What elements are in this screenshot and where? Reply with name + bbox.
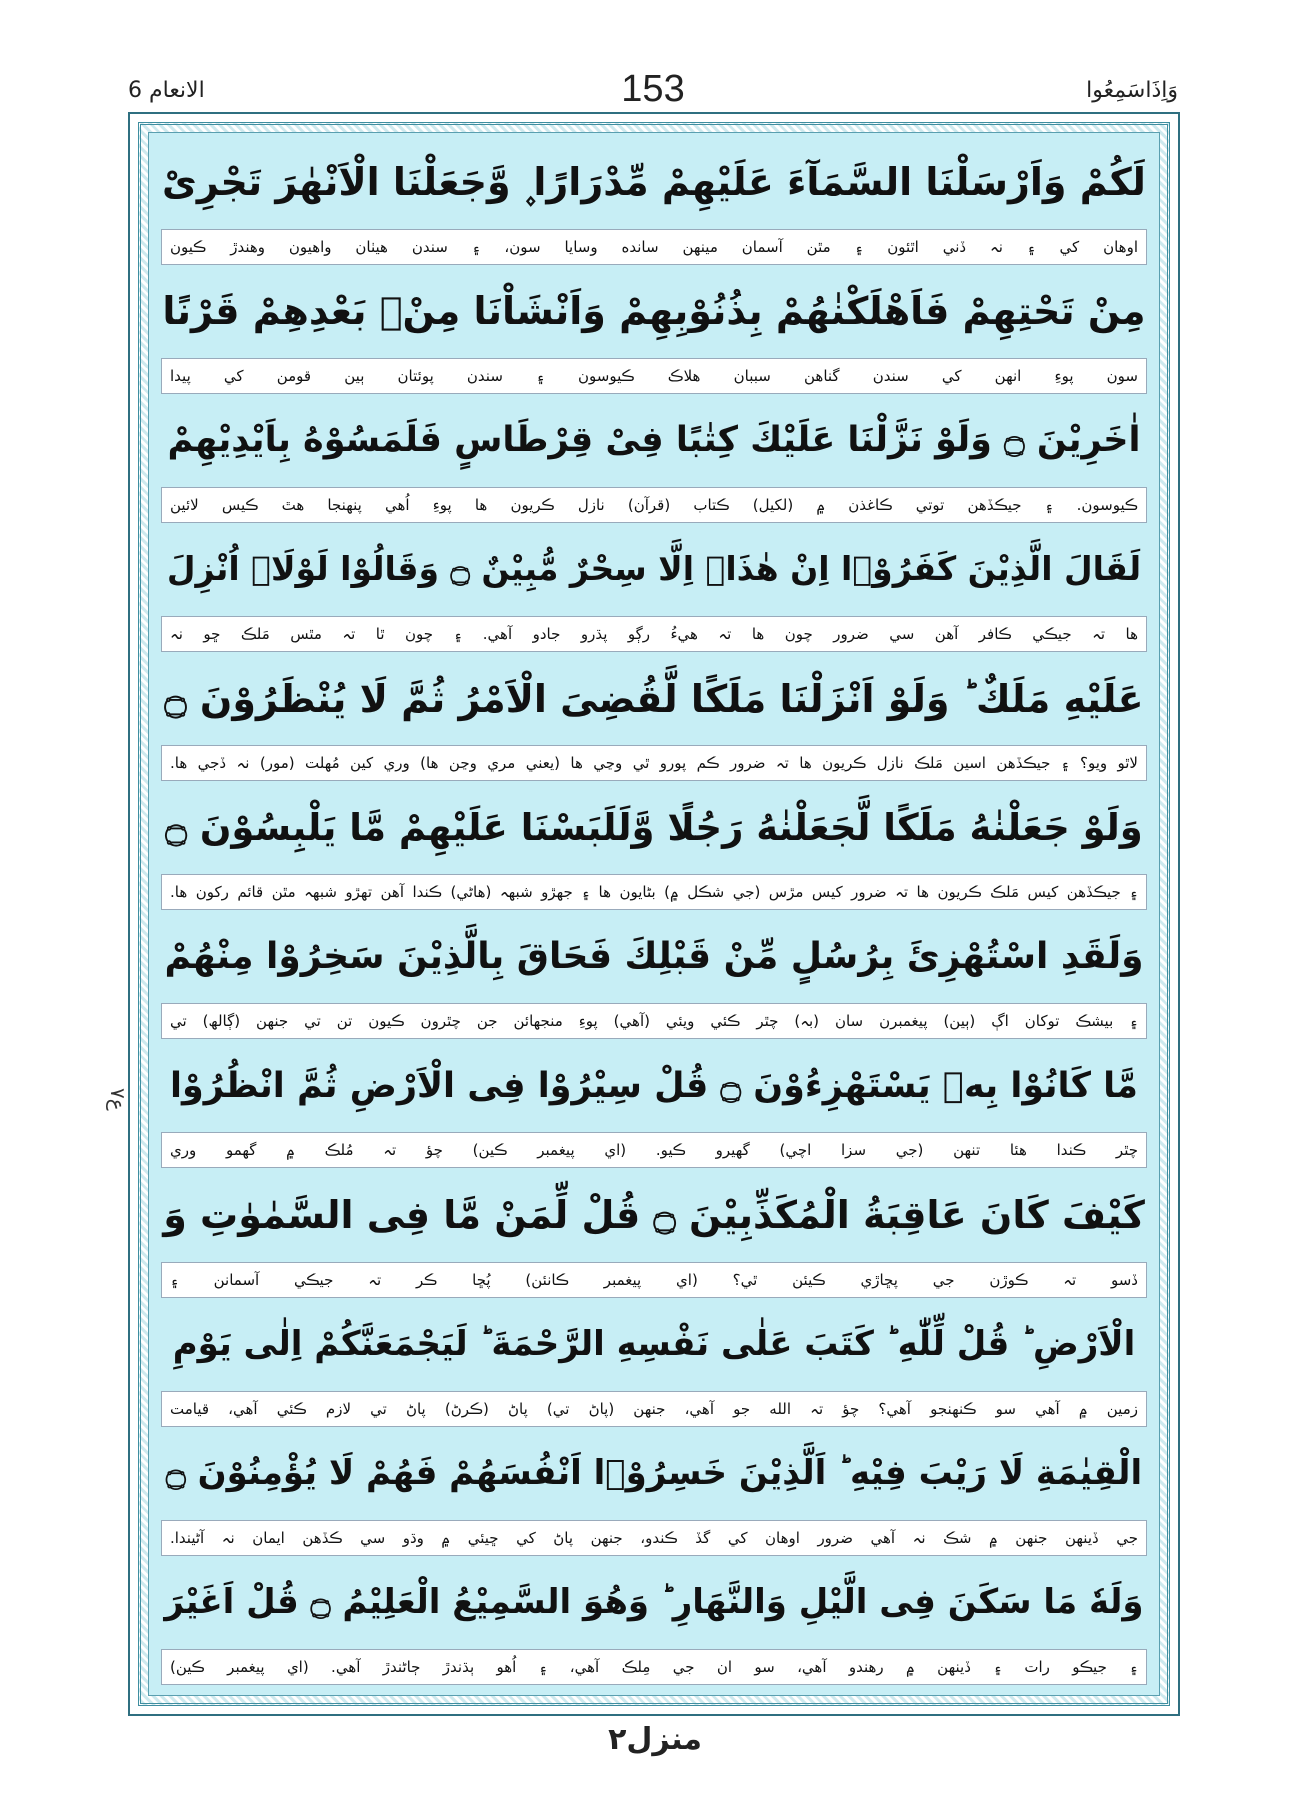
translation-line-5: لاٿو ويو؟ ۽ جيڪڏهن اسين مَلڪ نازل ڪريون ها تہ ضرور ڪم پورو ٿي وڃي ها (يعني مري وڃن ها) وري کين مُهلت (مور) نہ ڏجي ها. [161, 745, 1147, 781]
translation-line-7: ۽ بيشڪ توکان اڳ (ٻين) پيغمبرن سان (بہ) چٿر ڪئي ويئي (آهي) پوءِ منجهائن جن چٿرون ڪيون تن تي جنهن (ڳالھ) تي [161, 1003, 1147, 1039]
translation-line-11: جي ڏينهن جنهن ۾ شڪ نہ آهي ضرور اوهان کي گڏ ڪندو، جنهن پاڻ کي ڇيئي ۾ وڌو سي ڪڏهن ايمان نہ آڻيندا. [161, 1520, 1147, 1556]
page-header [128, 68, 1178, 112]
arabic-line-6: وَلَوْ جَعَلْنٰهُ مَلَكًا لَّجَعَلْنٰهُ رَجُلًا وَّلَلَبَسْنَا عَلَيْهِمْ مَّا يَلْبِسُوْنَ ۝ [165, 805, 1143, 849]
arabic-line-4: لَقَالَ الَّذِيْنَ كَفَرُوْۤا اِنْ هٰذَاۤ اِلَّا سِحْرٌ مُّبِيْنٌ ۝ وَقَالُوْا لَوْلَاۤ اُنْزِلَ [166, 549, 1142, 589]
arabic-line-12: وَلَهٗ مَا سَكَنَ فِی الَّيْلِ وَالنَّهَارِ ؕ وَهُوَ السَّمِيْعُ الْعَلِيْمُ ۝ قُلْ اَغَيْرَ [164, 1582, 1144, 1623]
arabic-line-11: الْقِيٰمَةِ لَا رَيْبَ فِيْهِ ؕ اَلَّذِيْنَ خَسِرُوْۤا اَنْفُسَهُمْ فَهُمْ لَا يُؤْمِنُوْنَ ۝ [165, 1453, 1143, 1494]
arabic-line-10: الْاَرْضِ ؕ قُلْ لِّلّٰهِ ؕ كَتَبَ عَلٰى نَفْسِهِ الرَّحْمَةَ ؕ لَيَجْمَعَنَّكُمْ اِلٰى يَوْمِ [172, 1324, 1136, 1365]
arabic-line-8: مَّا كَانُوْا بِهٖ يَسْتَهْزِءُوْنَ ۝ قُلْ سِيْرُوْا فِی الْاَرْضِ ثُمَّ انْظُرُوْا [170, 1065, 1138, 1106]
manzil-label: منزل۲ [608, 1722, 702, 1757]
text-area [148, 132, 1160, 1696]
translation-line-12: ۽ جيڪو رات ۽ ڏينهن ۾ رهندو آهي، سو ان جي مِلڪ آهي، ۽ اُهو ٻڌندڙ ڄاڻندڙ آهي. (اي پيغمبر ڪين) [161, 1649, 1147, 1685]
arabic-line-9: كَيْفَ كَانَ عَاقِبَةُ الْمُكَذِّبِيْنَ ۝ قُلْ لِّمَنْ مَّا فِی السَّمٰوٰتِ وَ [163, 1193, 1145, 1237]
arabic-line-3: اٰخَرِيْنَ ۝ وَلَوْ نَزَّلْنَا عَلَيْكَ كِتٰبًا فِیْ قِرْطَاسٍ فَلَمَسُوْهُ بِاَيْدِيْهِمْ [167, 420, 1141, 461]
translation-line-2: سون پوءِ انهن کي سندن گناهن سببان هلاڪ ڪيوسون ۽ سندن پوئتان ٻين قومن کي پيدا [161, 358, 1147, 394]
surah-name: الانعام 6 [128, 78, 205, 103]
translation-line-10: زمين ۾ آهي سو ڪنهنجو آهي؟ چؤ تہ الله جو آهي، جنهن (پاڻ تي) پاڻ (ڪرڻ) پاڻ تي لازم ڪئي آهي، قيامت [161, 1391, 1147, 1427]
translation-line-6: ۽ جيڪڏهن کيس مَلڪ ڪريون ها تہ ضرور کيس مڙس (جي شڪل ۾) بڻايون ها ۽ جهڙو شبهہ (هاڻي) ڪندا آهن تهڙو شبهہ مٿن قائم رکون ها. [161, 874, 1147, 910]
arabic-line-1: لَكُمْ وَاَرْسَلْنَا السَّمَآءَ عَلَيْهِمْ مِّدْرَارًا ۪ وَّجَعَلْنَا الْاَنْهٰرَ تَجْرِیْ [162, 160, 1146, 204]
translation-line-9: ڏسو تہ ڪوڙن جي پڇاڙي ڪيئن ٿي؟ (اي پيغمبر ڪانئن) پُڇا ڪر تہ جيڪي آسمانن ۽ [161, 1262, 1147, 1298]
arabic-line-7: وَلَقَدِ اسْتُهْزِئَ بِرُسُلٍ مِّنْ قَبْلِكَ فَحَاقَ بِالَّذِيْنَ سَخِرُوْا مِنْهُمْ [164, 935, 1144, 977]
arabic-line-5: عَلَيْهِ مَلَكٌ ؕ وَلَوْ اَنْزَلْنَا مَلَكًا لَّقُضِیَ الْاَمْرُ ثُمَّ لَا يُنْظَرُوْنَ ۝ [164, 676, 1144, 721]
page-number: 153 [621, 68, 685, 110]
translation-line-4: ها تہ جيڪي ڪافر آهن سي ضرور چون ها تہ هيءُ رڳو پڌرو جادو آهي. ۽ چون ٿا تہ مٿس مَلڪ ڇو نہ [161, 616, 1147, 652]
juz-name: وَاِذَاسَمِعُوا [1086, 78, 1178, 103]
decorative-border [138, 122, 1170, 1706]
arabic-line-2: مِنْ تَحْتِهِمْ فَاَهْلَكْنٰهُمْ بِذُنُوْبِهِمْ وَاَنْشَاْنَا مِنْۢ بَعْدِهِمْ قَرْنًا [162, 289, 1146, 334]
page-frame [128, 112, 1180, 1716]
ruku-marker: ع۷ [106, 1088, 130, 1111]
translation-line-3: ڪيوسون. ۽ جيڪڏهن توتي ڪاغذن ۾ (لکيل) ڪتاب (قرآن) نازل ڪريون ها پوءِ اُهي پنهنجا هٿ ڪيس لائين [161, 487, 1147, 523]
translation-line-8: چٿر ڪندا هئا تنهن (جي سزا اچي) گهيرو ڪيو. (اي پيغمبر ڪين) چؤ تہ مُلڪ ۾ گهمو وري [161, 1132, 1147, 1168]
translation-line-1: اوهان کي ۽ نہ ڏني اٿئون ۽ مٿن آسمان مينهن سانده وسايا سون، ۽ سندن هيٺان واهيون وهندڙ ڪيون [161, 229, 1147, 265]
